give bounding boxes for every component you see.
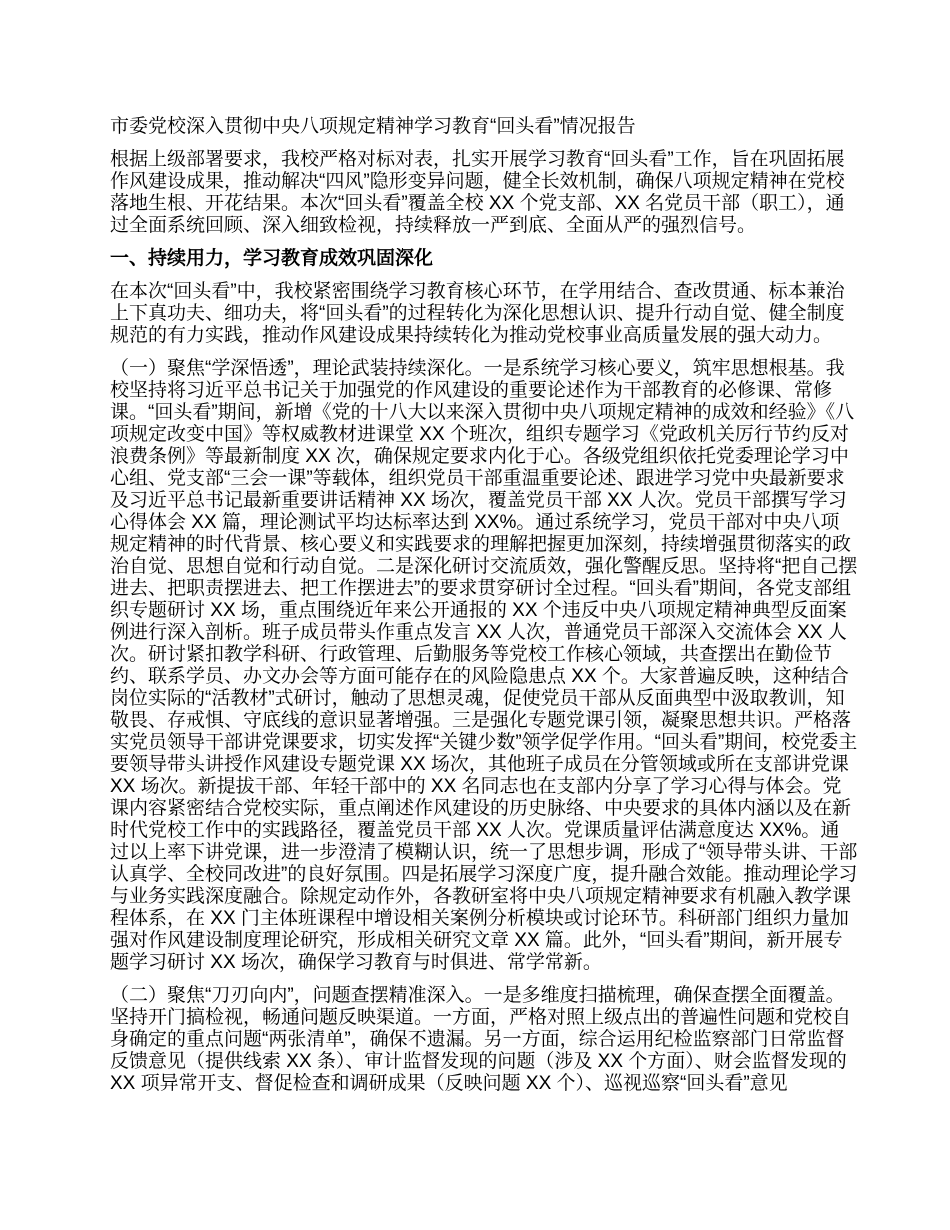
document-content: [110, 116, 858, 1106]
intro-paragraph: 根据上级部署要求，我校严格对标对表，扎实开展学习教育“回头看”工作，旨在巩固拓展作风建设成果，推动解决“四风”隐形变异问题，健全长效机制，确保八项规定精神在党校落地生根、开花结果。本次“回头看”覆盖全校 XX 个党支部、XX 名党员干部（职工），通过全面系统回顾、深入细致检视，持续释放一严到底、全面从严的强烈信号。: [110, 149, 845, 236]
subsection-1-paragraph: （一）聚焦“学深悟透”，理论武装持续深化。一是系统学习核心要义，筑牢思想根基。我校坚持将习近平总书记关于加强党的作风建设的重要论述作为干部教育的必修课、常修课。“回头看”期间，新增《党的十八大以来深入贯彻中央八项规定精神的成效和经验》《八项规定改变中国》等权威教材进课堂 XX 个班次，组织专题学习《党政机关厉行节约反对浪费条例》等最新制度 XX 次，确保规定要求内化于心。各级党组织依托党委理论学习中心组、党支部“三会一课”等载体，组织党员干部重温重要论述、跟进学习党中央最新要求及习近平总书记最新重要讲话精神 XX 场次，覆盖党员干部 XX 人次。党员干部撰写学习心得体会 XX 篇，理论测试平均达标率达到 XX%。通过系统学习，党员干部对中央八项规定精神的时代背景、核心要义和实践要求的理解把握更加深刻，持续增强贯彻落实的政治自觉、思想自觉和行动自觉。二是深化研讨交流质效，强化警醒反思。坚持将“把自己摆进去、把职责摆进去、把工作摆进去”的要求贯穿研讨全过程。“回头看”期间，各党支部组织专题研讨 XX 场，重点围绕近年来公开通报的 XX 个违反中央八项规定精神典型反面案例进行深入剖析。班子成员带头作重点发言 XX 人次，普通党员干部深入交流体会 XX 人次。研讨紧扣教学科研、行政管理、后勤服务等党校工作核心领域，共查摆出在勤俭节约、联系学员、办文办会等方面可能存在的风险隐患点 XX 个。大家普遍反映，这种结合岗位实际的“活教材”式研讨，触动了思想灵魂，促使党员干部从反面典型中汲取教训，知敬畏、存戒惧、守底线的意识显著增强。三是强化专题党课引领，凝聚思想共识。严格落实党员领导干部讲党课要求，切实发挥“关键少数”领学促学作用。“回头看”期间，校党委主要领导带头讲授作风建设专题党课 XX 场次，其他班子成员在分管领域或所在支部讲党课 XX 场次。新提拔干部、年轻干部中的 XX 名同志也在支部内分享了学习心得与体会。党课内容紧密结合党校实际，重点阐述作风建设的历史脉络、中央要求的具体内涵以及在新时代党校工作中的实践路径，覆盖党员干部 XX 人次。党课质量评估满意度达 XX%。通过以上率下讲党课，进一步澄清了模糊认识，统一了思想步调，形成了“领导带头讲、干部认真学、全校同改进”的良好氛围。四是拓展学习深度广度，提升融合效能。推动理论学习与业务实践深度融合。除规定动作外，各教研室将中央八项规定精神要求有机融入教学课程体系，在 XX 门主体班课程中增设相关案例分析模块或讨论环节。科研部门组织力量加强对作风建设制度理论研究，形成相关研究文章 XX 篇。此外，“回头看”期间，新开展专题学习研讨 XX 场次，确保学习教育与时俱进、常学常新。: [110, 358, 858, 973]
section-1-heading: 一、持续用力，学习教育成效巩固深化: [110, 248, 434, 269]
subsection-2-paragraph: （二）聚焦“刀刃向内”，问题查摆精准深入。一是多维度扫描梳理，确保查摆全面覆盖。坚持开门搞检视，畅通问题反映渠道。一方面，严格对照上级点出的普遍性问题和党校自身确定的重点问题“两张清单”，确保不遗漏。另一方面，综合运用纪检监察部门日常监督反馈意见（提供线索 XX 条）、审计监督发现的问题（涉及 XX 个方面）、财会监督发现的 XX 项异常开支、督促检查和调研成果（反映问题 XX 个）、巡视巡察“回头看”意见: [110, 985, 852, 1094]
document-title: 市委党校深入贯彻中央八项规定精神学习教育“回头看”情况报告: [110, 116, 636, 137]
section-1-overview-paragraph: 在本次“回头看”中，我校紧密围绕学习教育核心环节，在学用结合、查改贯通、标本兼治上下真功夫、细功夫，将“回头看”的过程转化为深化思想认识、提升行动自觉、健全制度规范的有力实践，推动作风建设成果持续转化为推动党校事业高质量发展的强大动力。: [110, 281, 845, 346]
